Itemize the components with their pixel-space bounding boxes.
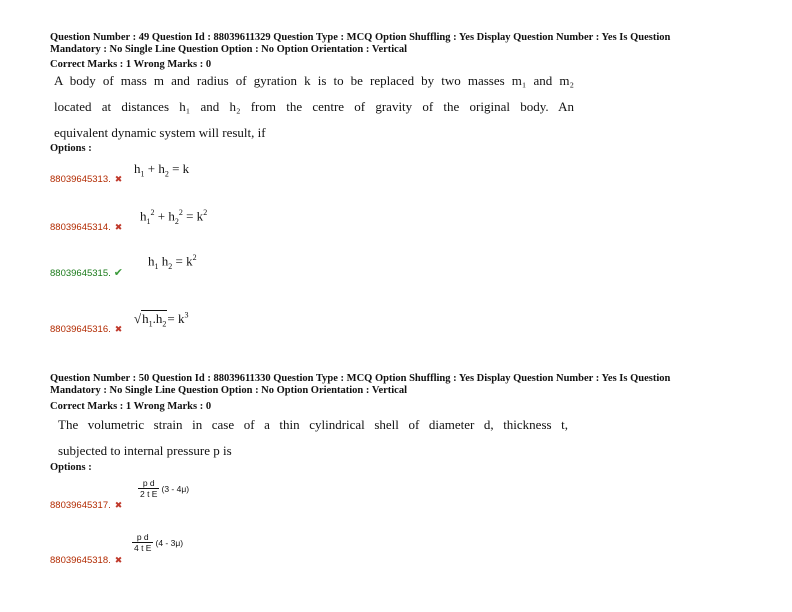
q50-option-2-id: 88039645318. ✖	[50, 555, 123, 566]
fraction	[132, 532, 153, 553]
q49-option-1-id: 88039645313. ✖	[50, 174, 123, 185]
q49-meta	[50, 32, 750, 56]
q49-option-1-formula[interactable]: $h_1 + h_2 = k$	[134, 161, 190, 179]
q49-option-3-formula[interactable]: $h_1$ $h_2 = k^2$	[148, 253, 197, 271]
formula-tail: (4 - 3μ)	[155, 537, 184, 548]
q49-text-line3: equivalent dynamic system will result, if	[54, 125, 266, 140]
cross-icon: ✖	[114, 500, 123, 510]
q49-marks: Correct Marks : 1 Wrong Marks : 0	[50, 59, 212, 70]
fraction-denominator: 2 t E	[140, 489, 158, 499]
q49-option-3-id: 88039645315. ✔	[50, 267, 123, 279]
cross-icon: ✖	[114, 222, 123, 232]
cross-icon: ✖	[114, 555, 123, 565]
q49-meta-line1: Question Number : 49 Question Id : 88039611329 Question Type : MCQ Option Shuffling : Yes Display Question Number : Yes Is Question	[50, 32, 671, 43]
q50-options-label: Options :	[50, 462, 92, 473]
q50-text-line1: The volumetric strain in case of a thin cylindrical shell of diameter d, thickness t,	[58, 417, 568, 432]
fraction-numerator: p d	[132, 532, 153, 543]
q49-option-4-id: 88039645316. ✖	[50, 324, 123, 335]
formula-tail: (3 - 4μ)	[161, 483, 190, 494]
q49-options-label: Options :	[50, 143, 92, 154]
q49-text-line2: located at distances h₁ and h₂ from the centre of gravity of the original body. An	[54, 99, 574, 114]
q50-option-1-formula[interactable]	[138, 478, 189, 499]
q49-question-text	[54, 68, 574, 146]
q50-question-text	[58, 412, 568, 464]
fraction-denominator: 4 t E	[134, 543, 152, 553]
cross-icon: ✖	[114, 174, 123, 184]
q49-meta-line2: Mandatory : No Single Line Question Option : No Option Orientation : Vertical	[50, 44, 408, 55]
q49-option-2-formula[interactable]: $h_1^2 + h_2^2 = k^2$	[140, 208, 208, 226]
q50-option-2-formula[interactable]	[132, 532, 183, 553]
q50-meta	[50, 373, 750, 397]
q50-meta-line2: Mandatory : No Single Line Question Option : No Option Orientation : Vertical	[50, 385, 408, 396]
q50-meta-line1: Question Number : 50 Question Id : 88039611330 Question Type : MCQ Option Shuffling : Yes Display Question Number : Yes Is Question	[50, 373, 671, 384]
q50-text-line2: subjected to internal pressure p is	[58, 443, 232, 458]
q50-marks: Correct Marks : 1 Wrong Marks : 0	[50, 401, 212, 412]
q49-option-2-id: 88039645314. ✖	[50, 222, 123, 233]
q49-option-4-formula[interactable]: $√h_1.h_2= k^3$	[134, 310, 189, 329]
cross-icon: ✖	[114, 324, 123, 334]
fraction	[138, 478, 159, 499]
check-icon: ✔	[113, 267, 123, 279]
q50-option-1-id: 88039645317. ✖	[50, 500, 123, 511]
q49-text-line1: A body of mass m and radius of gyration k is to be replaced by two masses m₁ and m₂	[54, 73, 574, 88]
fraction-numerator: p d	[138, 478, 159, 489]
